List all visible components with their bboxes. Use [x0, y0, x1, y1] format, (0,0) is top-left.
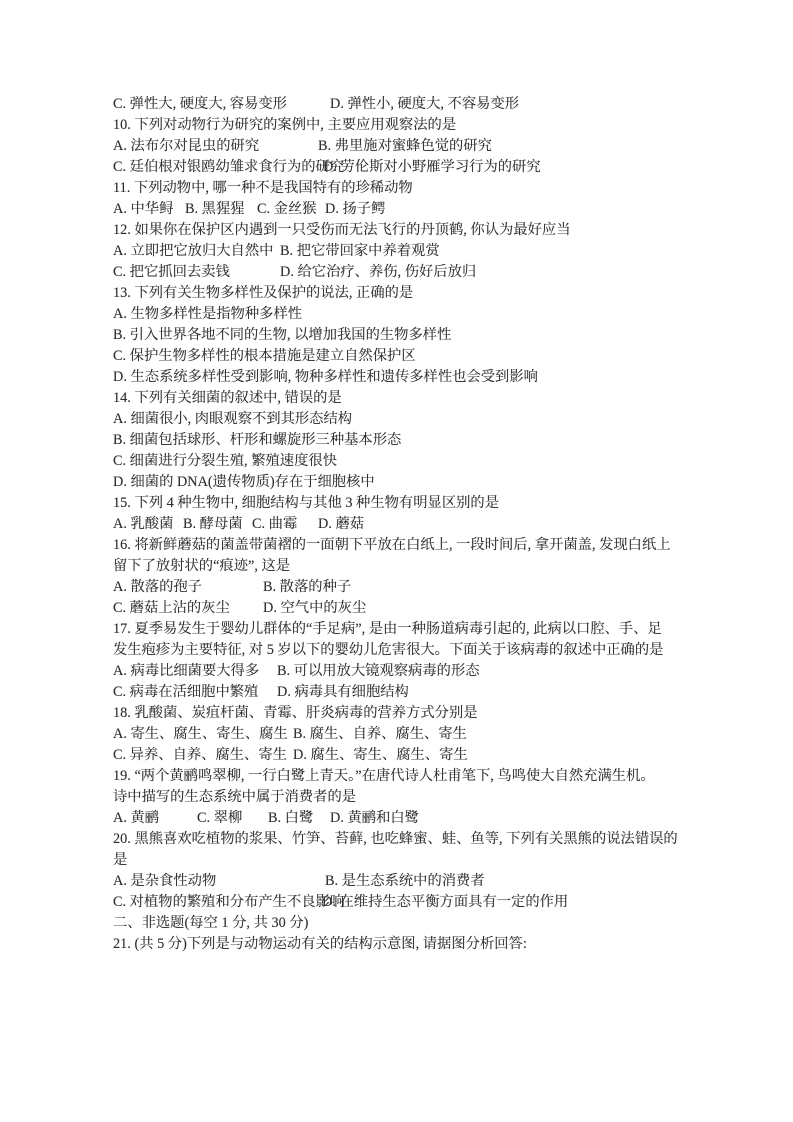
text-line — [0, 766, 793, 787]
text-segment: A. 黄鹂 — [113, 810, 160, 826]
text-line — [0, 619, 793, 640]
text-segment: B. 散落的种子 — [263, 579, 352, 595]
text-segment: D. 劳伦斯对小野雁学习行为的研究 — [323, 159, 541, 175]
text-line — [0, 136, 793, 157]
text-segment: A. 乳酸菌 — [113, 516, 174, 532]
text-segment: B. 细菌包括球形、杆形和螺旋形三种基本形态 — [113, 432, 402, 448]
text-segment: C. 病毒在活细胞中繁殖 — [113, 684, 259, 700]
text-line — [0, 745, 793, 766]
text-segment: C. 细菌进行分裂生殖, 繁殖速度很快 — [113, 453, 337, 469]
text-segment: A. 病毒比细菌要大得多 — [113, 663, 260, 679]
text-segment: D. 给它治疗、养伤, 伤好后放归 — [280, 264, 477, 280]
text-segment: C. 廷伯根对银鸥幼雏求食行为的研究 — [113, 159, 345, 175]
text-line — [0, 535, 793, 556]
text-segment: D. 病毒具有细胞结构 — [277, 684, 409, 700]
text-line — [0, 808, 793, 829]
text-segment: D. 在维持生态平衡方面具有一定的作用 — [322, 894, 569, 910]
text-segment: C. 异养、自养、腐生、寄生 — [113, 747, 287, 763]
text-line — [0, 577, 793, 598]
text-segment: 10. 下列对动物行为研究的案例中, 主要应用观察法的是 — [113, 117, 457, 133]
text-segment: A. 生物多样性是指物种多样性 — [113, 306, 303, 322]
text-segment: B. 弗里施对蜜蜂色觉的研究 — [318, 138, 492, 154]
text-line — [0, 850, 793, 871]
text-segment: B. 腐生、自养、腐生、寄生 — [293, 726, 467, 742]
text-line — [0, 157, 793, 178]
text-segment: C. 翠柳 — [197, 810, 243, 826]
text-segment: D. 蘑菇 — [318, 516, 365, 532]
text-segment: C. 对植物的繁殖和分布产生不良影响 — [113, 894, 345, 910]
text-segment: B. 把它带回家中养着观赏 — [280, 243, 440, 259]
text-segment: 14. 下列有关细菌的叙述中, 错误的是 — [113, 390, 342, 406]
text-line — [0, 367, 793, 388]
text-segment: C. 蘑菇上沾的灰尘 — [113, 600, 230, 616]
text-line — [0, 472, 793, 493]
text-segment: 19. “两个黄鹂鸣翠柳, 一行白鹭上青天。”在唐代诗人杜甫笔下, 鸟鸣使大自然充满生机。 — [113, 768, 655, 784]
text-segment: D. 腐生、寄生、腐生、寄生 — [293, 747, 468, 763]
text-line — [0, 94, 793, 115]
text-line — [0, 556, 793, 577]
text-segment: B. 黑猩猩 — [185, 201, 245, 217]
text-segment: 13. 下列有关生物多样性及保护的说法, 正确的是 — [113, 285, 414, 301]
text-segment: 17. 夏季易发生于婴幼儿群体的“手足病”, 是由一种肠道病毒引起的, 此病以口腔、手、足 — [113, 621, 662, 637]
text-segment: 21. (共 5 分)下列是与动物运动有关的结构示意图, 请据图分析回答: — [113, 936, 527, 952]
text-segment: A. 法布尔对昆虫的研究 — [113, 138, 260, 154]
text-line — [0, 871, 793, 892]
text-line — [0, 493, 793, 514]
text-line — [0, 241, 793, 262]
text-line — [0, 724, 793, 745]
text-line — [0, 178, 793, 199]
text-line — [0, 325, 793, 346]
text-segment: D. 空气中的灰尘 — [263, 600, 367, 616]
text-line — [0, 283, 793, 304]
text-segment: A. 寄生、腐生、寄生、腐生 — [113, 726, 288, 742]
text-segment: C. 金丝猴 — [257, 201, 317, 217]
text-line — [0, 514, 793, 535]
text-segment: 18. 乳酸菌、炭疽杆菌、青霉、肝炎病毒的营养方式分别是 — [113, 705, 478, 721]
text-line — [0, 409, 793, 430]
text-line — [0, 829, 793, 850]
text-line — [0, 892, 793, 913]
text-line — [0, 703, 793, 724]
text-segment: B. 可以用放大镜观察病毒的形态 — [277, 663, 480, 679]
text-segment: 二、非选题(每空 1 分, 共 30 分) — [113, 915, 309, 931]
text-segment: 20. 黑熊喜欢吃植物的浆果、竹笋、苔藓, 也吃蜂蜜、蛙、鱼等, 下列有关黑熊的说法错误的 — [113, 831, 678, 847]
text-line — [0, 304, 793, 325]
text-segment: 15. 下列 4 种生物中, 细胞结构与其他 3 种生物有明显区别的是 — [113, 495, 500, 511]
text-line — [0, 262, 793, 283]
text-segment: A. 是杂食性动物 — [113, 873, 217, 889]
text-line — [0, 640, 793, 661]
text-segment: 诗中描写的生态系统中属于消费者的是 — [113, 789, 357, 805]
text-segment: B. 白鹭 — [268, 810, 314, 826]
text-segment: C. 弹性大, 硬度大, 容易变形 — [113, 96, 287, 112]
text-segment: C. 把它抓回去卖钱 — [113, 264, 230, 280]
text-segment: 16. 将新鲜蘑菇的菌盖带菌褶的一面朝下平放在白纸上, 一段时间后, 拿开菌盖, 发现白纸上 — [113, 537, 671, 553]
text-segment: 发生疱疹为主要特征, 对 5 岁以下的婴幼儿危害很大。下面关于该病毒的叙述中正确的是 — [113, 642, 664, 658]
text-segment: D. 扬子鳄 — [325, 201, 386, 217]
text-line — [0, 787, 793, 808]
text-line — [0, 346, 793, 367]
text-line — [0, 451, 793, 472]
text-segment: 是 — [113, 852, 128, 868]
text-line — [0, 661, 793, 682]
text-line — [0, 388, 793, 409]
text-segment: C. 曲霉 — [252, 516, 298, 532]
text-segment: A. 中华鲟 — [113, 201, 174, 217]
text-segment: D. 弹性小, 硬度大, 不容易变形 — [330, 96, 520, 112]
text-line — [0, 199, 793, 220]
text-segment: A. 散落的孢子 — [113, 579, 202, 595]
text-segment: C. 保护生物多样性的根本措施是建立自然保护区 — [113, 348, 416, 364]
text-segment: A. 细菌很小, 肉眼观察不到其形态结构 — [113, 411, 353, 427]
text-line — [0, 913, 793, 934]
text-line — [0, 934, 793, 955]
text-line — [0, 682, 793, 703]
text-segment: B. 酵母菌 — [183, 516, 243, 532]
text-segment: B. 引入世界各地不同的生物, 以增加我国的生物多样性 — [113, 327, 452, 343]
text-line — [0, 598, 793, 619]
text-segment: 留下了放射状的“痕迹”, 这是 — [113, 558, 291, 574]
text-line — [0, 115, 793, 136]
text-segment: 12. 如果你在保护区内遇到一只受伤而无法飞行的丹顶鹤, 你认为最好应当 — [113, 222, 571, 238]
text-segment: A. 立即把它放归大自然中 — [113, 243, 274, 259]
text-segment: D. 生态系统多样性受到影响, 物种多样性和遗传多样性也会受到影响 — [113, 369, 538, 385]
text-line — [0, 220, 793, 241]
text-segment: D. 细菌的 DNA(遗传物质)存在于细胞核中 — [113, 474, 375, 490]
text-segment: 11. 下列动物中, 哪一种不是我国特有的珍稀动物 — [113, 180, 413, 196]
text-segment: D. 黄鹂和白鹭 — [330, 810, 419, 826]
text-line — [0, 430, 793, 451]
text-segment: B. 是生态系统中的消费者 — [325, 873, 485, 889]
